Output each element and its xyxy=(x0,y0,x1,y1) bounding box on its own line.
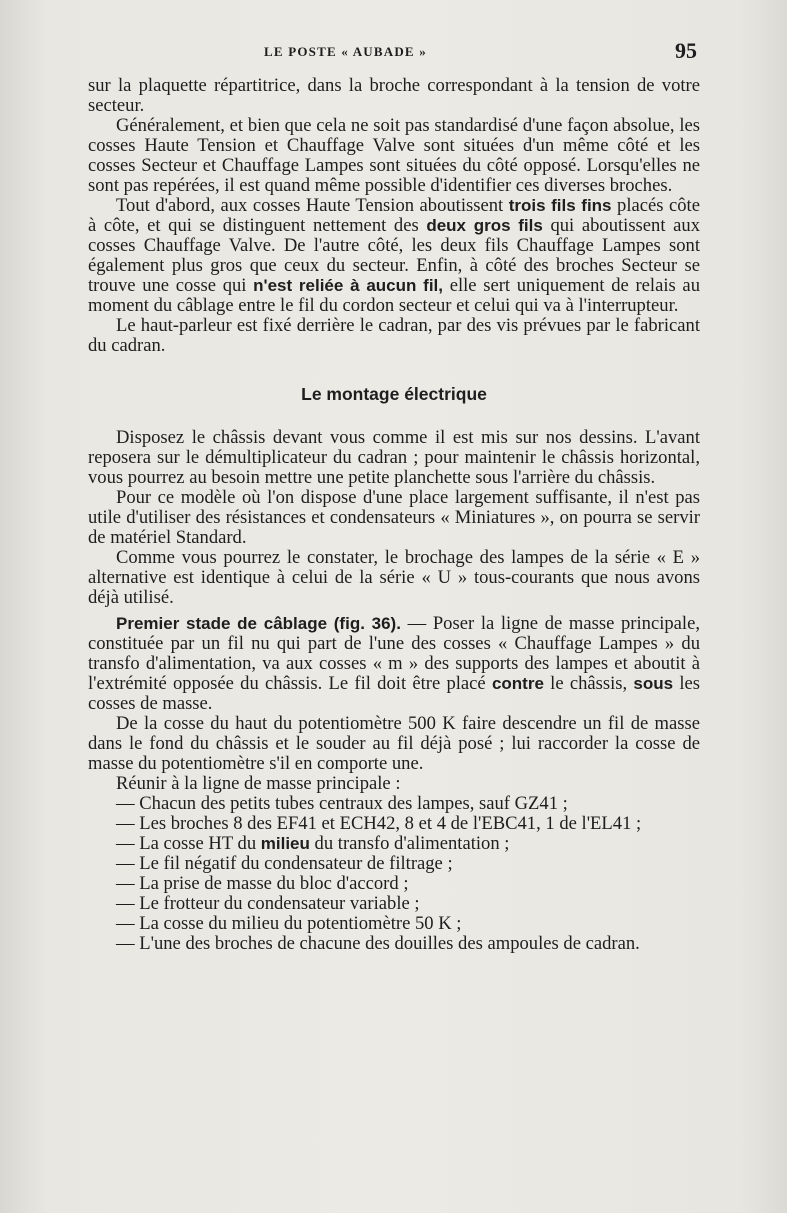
list-item: — Chacun des petits tubes centraux des lampes, sauf GZ41 ; xyxy=(116,793,568,814)
paragraph-identification: Tout d'abord, aux cosses Haute Tension aboutissent trois fils fins placés côte à côte, et qui se distinguent nettement des deux gros fils qui aboutissent aux cosses Chauffage Valve. De l'autre côté, les deux fils Chauffage Lampes sont également plus gros que ceux du secteur. Enfin, à côté des broches Secteur se trouve une cosse qui n'est reliée à aucun fil, elle sert uniquement de relais au moment du câblage entre le fil du cordon secteur et celui qui va à l'interrupteur. xyxy=(88,195,700,316)
page-number: 95 xyxy=(675,38,697,63)
running-title: LE POSTE « AUBADE » xyxy=(264,44,427,59)
paragraph-brochage: Comme vous pourrez le constater, le brochage des lampes de la série « E » alternative est identique à celui de la série « U » tous-courants que nous avons déjà utilisé. xyxy=(88,547,700,608)
section-title: Le montage électrique xyxy=(301,384,487,404)
page-body xyxy=(88,76,700,954)
paragraph-premier-stade: Premier stade de câblage (fig. 36). — Poser la ligne de masse principale, constituée par un fil nu qui part de l'une des cosses « Chauffage Lampes » du transfo d'alimentation, va aux cosses « m » des supports des lampes et aboutit à l'extrémité opposée du châssis. Le fil doit être placé contre le châssis, sous les cosses de masse. xyxy=(88,613,700,714)
paragraph-potentiometre: De la cosse du haut du potentiomètre 500 K faire descendre un fil de masse dans le fond du châssis et le souder au fil déjà posé ; lui raccorder la cosse de masse du potentiomètre s'il en comporte une. xyxy=(88,713,700,774)
paragraph-continuation: sur la plaquette répartitrice, dans la broche correspondant à la tension de votre secteur. xyxy=(88,75,700,116)
paragraph-chassis: Disposez le châssis devant vous comme il est mis sur nos dessins. L'avant reposera sur le démultiplicateur du cadran ; pour maintenir le châssis horizontal, vous pourrez au besoin mettre une petite planchette sous l'arrière du châssis. xyxy=(88,427,700,488)
list-item: — La cosse du milieu du potentiomètre 50 K ; xyxy=(116,913,462,934)
page-header xyxy=(88,38,697,66)
list-item: — L'une des broches de chacune des douilles des ampoules de cadran. xyxy=(116,933,640,954)
list-item: — Les broches 8 des EF41 et ECH42, 8 et 4 de l'EBC41, 1 de l'EL41 ; xyxy=(116,813,642,834)
subsection-heading: Premier stade de câblage (fig. 36). xyxy=(116,614,401,633)
paragraph-haut-parleur: Le haut-parleur est fixé derrière le cadran, par des vis prévues par le fabricant du cadran. xyxy=(88,315,700,356)
paragraph-reunir: Réunir à la ligne de masse principale : xyxy=(116,773,401,794)
list-item: — La prise de masse du bloc d'accord ; xyxy=(116,873,409,894)
list-item: — La cosse HT du milieu du transfo d'alimentation ; xyxy=(116,833,510,854)
paragraph-cosses: Généralement, et bien que cela ne soit pas standardisé d'une façon absolue, les cosses Haute Tension et Chauffage Valve sont situées d'un même côté et les cosses Secteur et Chauffage Lampes sont situées du côté opposé. Lorsqu'elles ne sont pas repérées, il est quand même possible d'identifier ces diverses broches. xyxy=(88,115,700,196)
paragraph-materiel: Pour ce modèle où l'on dispose d'une place largement suffisante, il n'est pas utile d'utiliser des résistances et condensateurs « Miniatures », on pourra se servir de matériel Standard. xyxy=(88,487,700,548)
list-item: — Le fil négatif du condensateur de filtrage ; xyxy=(116,853,453,874)
list-item: — Le frotteur du condensateur variable ; xyxy=(116,893,420,914)
